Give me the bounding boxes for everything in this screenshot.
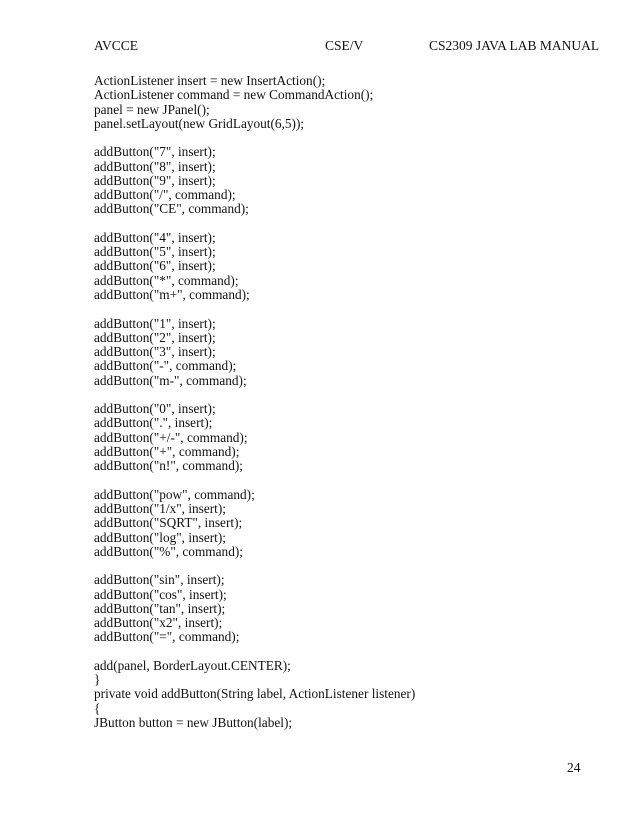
code-line: private void addButton(String label, ActionListener listener)	[94, 686, 416, 702]
code-line: addButton("1", insert);	[94, 315, 216, 331]
code-line: addButton("%", command);	[94, 543, 243, 559]
code-line: panel.setLayout(new GridLayout(6,5));	[94, 115, 305, 131]
header-department: CSE/V	[325, 38, 364, 53]
code-line: addButton("sin", insert);	[94, 572, 225, 588]
code-line: addButton("x2", insert);	[94, 615, 223, 631]
blank-line	[94, 217, 614, 231]
blank-line	[94, 645, 614, 659]
code-line: addButton("+", command);	[94, 443, 240, 459]
code-line: addButton("m+", command);	[94, 286, 250, 302]
code-line: addButton("7", insert);	[94, 144, 216, 160]
code-line: addButton("*", command);	[94, 272, 239, 288]
code-line: addButton("CE", command);	[94, 201, 249, 217]
blank-line	[94, 559, 614, 573]
code-line: }	[94, 672, 101, 688]
header-manual-title: CS2309 JAVA LAB MANUAL	[429, 38, 600, 53]
code-line: addButton("4", insert);	[94, 229, 216, 245]
code-line: add(panel, BorderLayout.CENTER);	[94, 657, 291, 673]
code-line: panel = new JPanel();	[94, 101, 210, 117]
code-line: {	[94, 700, 101, 716]
code-line: addButton(".", insert);	[94, 415, 213, 431]
code-line: addButton("9", insert);	[94, 172, 216, 188]
code-line: addButton("n!", command);	[94, 458, 243, 474]
code-line: JButton button = new JButton(label);	[94, 714, 293, 730]
code-line: addButton("pow", command);	[94, 486, 255, 502]
header-institution: AVCCE	[94, 38, 139, 53]
blank-line	[94, 473, 614, 487]
code-line: addButton("m-", command);	[94, 372, 247, 388]
code-line: addButton("3", insert);	[94, 344, 216, 360]
code-line: addButton("5", insert);	[94, 244, 216, 260]
code-line: addButton("cos", insert);	[94, 586, 227, 602]
blank-line	[94, 131, 614, 145]
code-line: addButton("log", insert);	[94, 529, 226, 545]
code-line: addButton("/", command);	[94, 187, 236, 203]
code-line: ActionListener command = new CommandAction();	[94, 87, 374, 103]
code-line: addButton("tan", insert);	[94, 600, 226, 616]
code-listing	[94, 74, 614, 730]
blank-line	[94, 302, 614, 316]
code-line: addButton("6", insert);	[94, 258, 216, 274]
code-line: addButton("1/x", insert);	[94, 500, 226, 516]
code-line: addButton("=", command);	[94, 629, 240, 645]
code-line: addButton("8", insert);	[94, 158, 216, 174]
blank-line	[94, 388, 614, 402]
code-line: addButton("0", insert);	[94, 401, 216, 417]
page-number: 24	[567, 760, 581, 775]
code-line: ActionListener insert = new InsertAction();	[94, 73, 326, 88]
code-line: addButton("SQRT", insert);	[94, 515, 243, 531]
code-line: addButton("+/-", command);	[94, 429, 248, 445]
code-line: addButton("-", command);	[94, 358, 237, 374]
code-line: addButton("2", insert);	[94, 329, 216, 345]
